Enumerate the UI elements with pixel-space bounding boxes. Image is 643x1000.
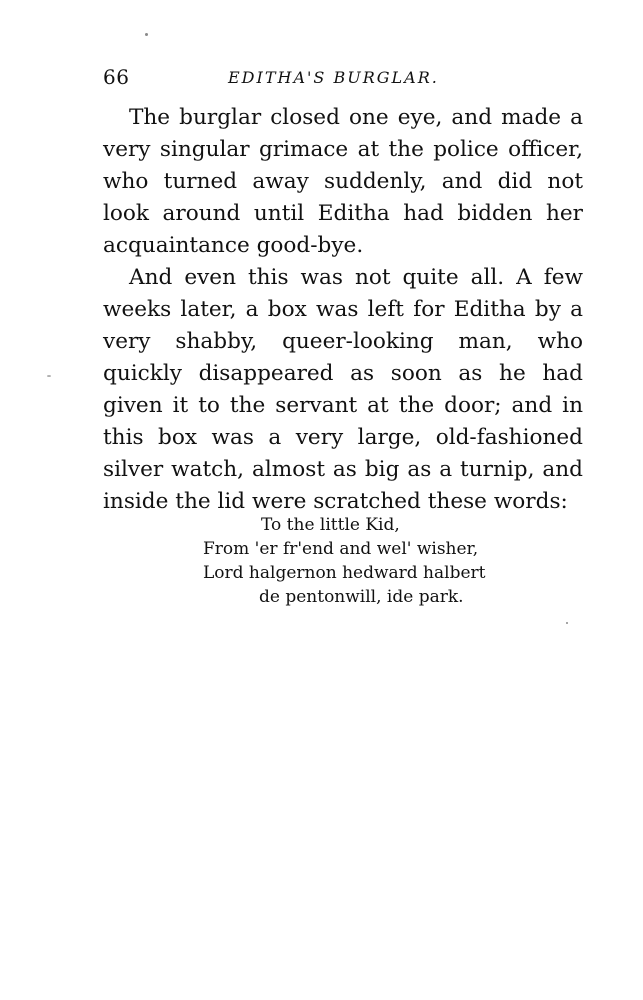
print-speck (566, 622, 568, 624)
body-text (103, 102, 583, 518)
paragraph: The burglar closed one eye, and made a very singular grimace at the police officer, who turned away suddenly, and did not look around until Editha had bidden her acquaintance good-bye. (103, 105, 583, 258)
print-speck (47, 375, 51, 377)
paragraph: And even this was not quite all. A few weeks later, a box was left for Editha by a very shabby, queer-looking man, who quickly disappeared as soon as he had given it to the servant at the door; and in this box was a very large, old-fashioned silver watch, almost as big as a turnip, and inside the lid were scratched these words: (103, 265, 583, 514)
inscription-line: To the little Kid, (261, 515, 400, 535)
watch-inscription (203, 513, 533, 609)
inscription-line: de pentonwill, ide park. (259, 587, 464, 607)
inscription-line: Lord halgernon hedward halbert (203, 563, 486, 583)
print-speck (145, 33, 148, 36)
inscription-line: From 'er fr'end and wel' wisher, (203, 539, 479, 559)
running-title: EDITHA'S BURGLAR. (228, 68, 439, 87)
page-header (103, 64, 583, 90)
page-number: 66 (103, 65, 130, 89)
